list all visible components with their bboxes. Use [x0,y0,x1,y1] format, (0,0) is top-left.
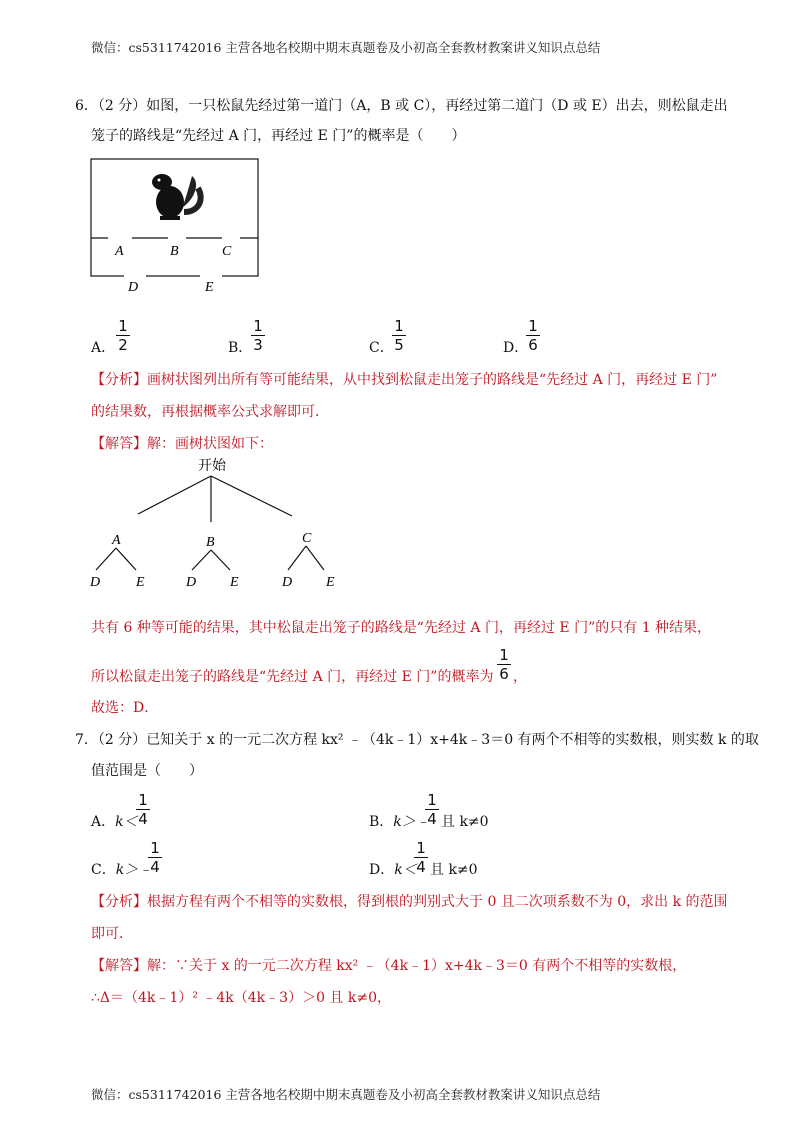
gate-label-b: B [170,244,179,259]
q7-answer-line2: ∴Δ＝（4k﹣1）² ﹣4k（4k﹣3）＞0 且 k≠0， [91,990,391,1006]
q7-analysis-line1: 【分析】根据方程有两个不相等的实数根，得到根的判别式大于 0 且二次项系数不为 0，求出 k 的范围 [91,894,728,910]
tree-node-c: C [302,531,312,546]
q7-analysis-line2: 即可． [91,926,133,942]
q6-result-end: ， [513,669,527,685]
q6-analysis-tag: 【分析】 [91,372,147,388]
q6-text-1: 如图，一只松鼠先经过第一道门（A，B 或 C），再经过第二道门（D 或 E）出去，则松鼠走出 [146,98,728,114]
q6-points: （2 分） [97,98,147,114]
q6-option-a-fraction: 1 2 [116,318,130,353]
q6-result-fraction: 1 6 [497,647,511,682]
page-footer: 微信：cs5311742016 主营各地名校期中期末真题卷及小初高全套教材教案讲义知识点总结 [91,1087,601,1102]
gate-label-d: D [128,280,139,295]
q6-option-d-fraction: 1 6 [526,318,540,353]
q7-analysis-tag: 【分析】 [91,894,147,910]
cage-figure [88,156,268,296]
gate-label-e: E [205,280,214,295]
q6-option-c-letter: C． [369,340,394,356]
q6-analysis-line1: 【分析】画树状图列出所有等可能结果，从中找到松鼠走出笼子的路线是“先经过 A 门，再经过 E 门” [91,372,718,388]
q7-option-c-fraction: 1 4 [148,840,162,875]
q7-option-d: D．k＜ [369,862,417,878]
q6-result-line2: 所以松鼠走出笼子的路线是“先经过 A 门，再经过 E 门”的概率为 [91,669,494,685]
q6-choice: 故选：D． [91,700,159,716]
q7-stem-line2: 值范围是（ ） [91,763,203,779]
tree-diagram [80,452,360,598]
squirrel-icon [152,174,201,220]
q6-answer-tag: 【解答】 [91,436,147,452]
q7-option-a-fraction: 1 4 [136,792,150,827]
q6-stem-line2: 笼子的路线是“先经过 A 门，再经过 E 门”的概率是（ ） [91,128,466,144]
q6-option-b-fraction: 1 3 [251,318,265,353]
tree-leaf-b-d: D [186,575,197,590]
q7-number: 7． [75,732,98,748]
q7-option-b-fraction: 1 4 [425,792,439,827]
q7-points: （2 分） [97,732,147,748]
tree-node-a: A [112,533,121,548]
tree-leaf-c-e: E [326,575,335,590]
tree-leaf-a-e: E [136,575,145,590]
q7-option-b: B．k＞﹣ [369,814,430,830]
q7-option-b-tail: 且 k≠0 [441,814,489,830]
q6-number: 6． [75,98,98,114]
q7-option-c: C．k＞﹣ [91,862,153,878]
gate-label-a: A [115,244,124,259]
tree-leaf-c-d: D [282,575,293,590]
q6-stem-line1 [75,96,728,116]
gate-label-c: C [222,244,232,259]
q7-option-a: A．k＜ [91,814,138,830]
tree-leaf-b-e: E [230,575,239,590]
q7-option-d-fraction: 1 4 [414,840,428,875]
q6-answer-line1: 【解答】解：画树状图如下： [91,436,273,452]
tree-leaf-a-d: D [90,575,101,590]
q6-option-d-letter: D． [503,340,529,356]
q7-stem-line1: 7．（2 分）已知关于 x 的一元二次方程 kx² ﹣（4k﹣1）x+4k﹣3＝0 有两个不相等的实数根，则实数 k 的取 [75,732,759,748]
tree-root: 开始 [198,459,226,474]
q6-option-a-letter: A． [91,340,116,356]
q7-option-d-tail: 且 k≠0 [430,862,478,878]
tree-node-b: B [206,535,215,550]
q6-option-b-letter: B． [228,340,253,356]
page-header: 微信：cs5311742016 主营各地名校期中期末真题卷及小初高全套教材教案讲义知识点总结 [91,40,601,55]
q6-result-line1: 共有 6 种等可能的结果，其中松鼠走出笼子的路线是“先经过 A 门，再经过 E 门”的只有 1 种结果， [91,620,712,636]
q6-analysis-line2: 的结果数，再根据概率公式求解即可． [91,404,329,420]
q7-answer-line1: 【解答】解：∵关于 x 的一元二次方程 kx² ﹣（4k﹣1）x+4k﹣3＝0 有两个不相等的实数根， [91,958,687,974]
q7-answer-tag: 【解答】 [91,958,147,974]
q6-option-c-fraction: 1 5 [392,318,406,353]
